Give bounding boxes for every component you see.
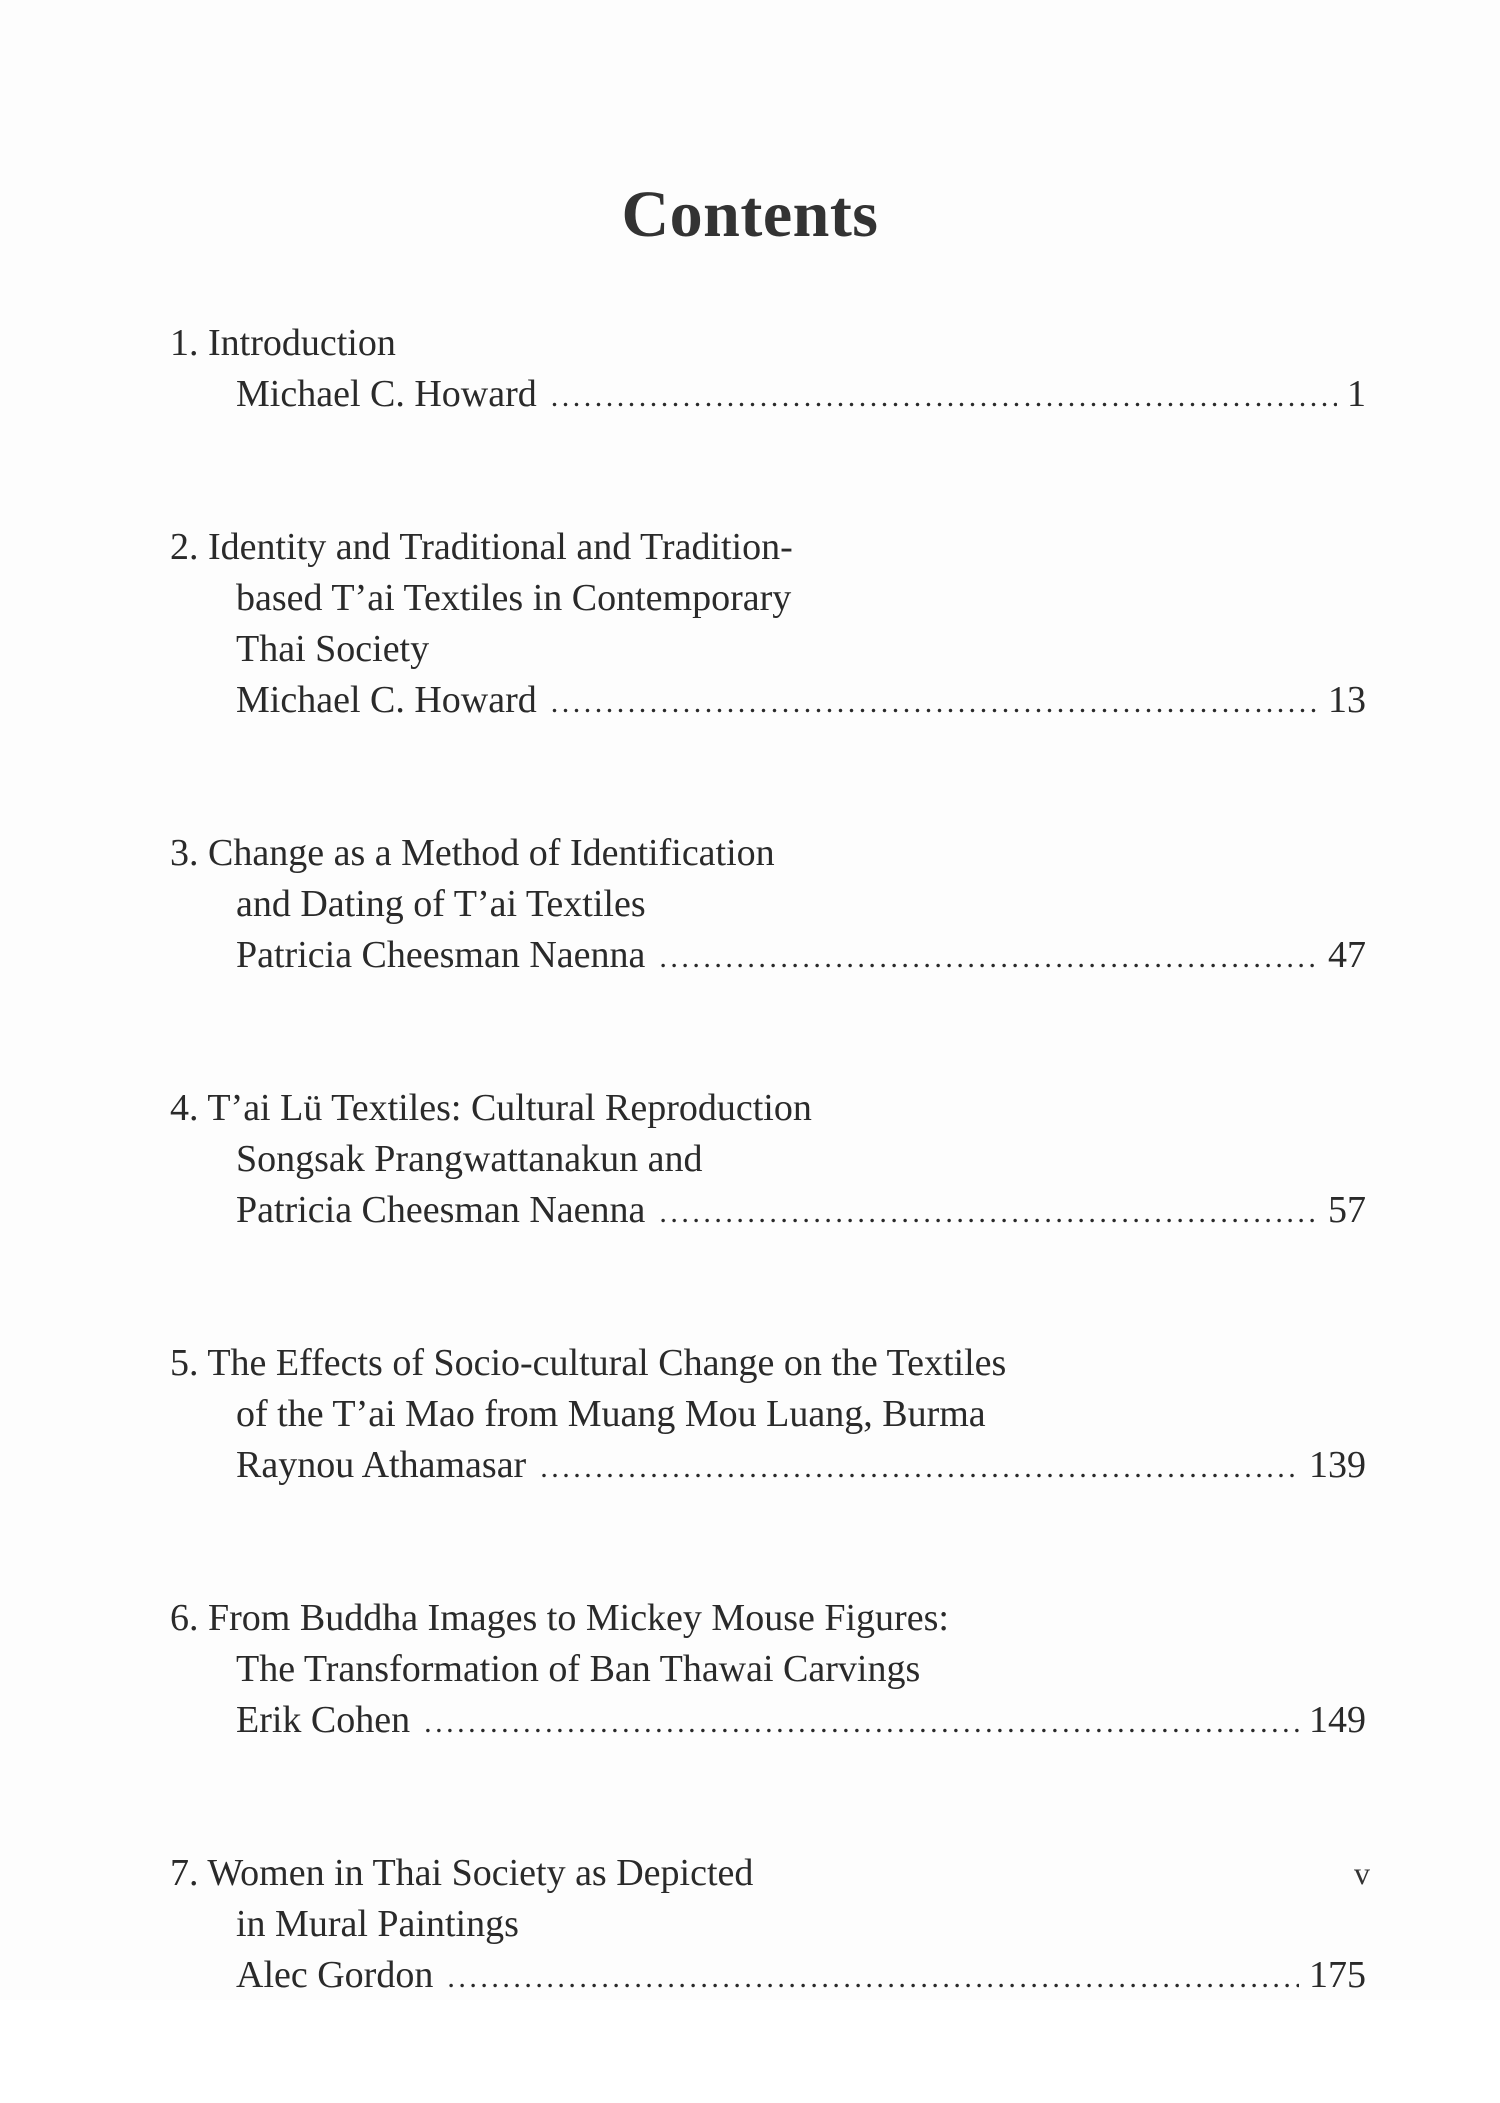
toc-entry-title-text: The Effects of Socio-cultural Change on the Textiles (207, 1342, 1007, 1384)
toc-entry-title-continuation: in Mural Paintings (236, 1903, 519, 1945)
page-folio: v (1354, 1855, 1370, 1891)
toc-entry (170, 318, 1366, 422)
toc-entry-page-number: 139 (1309, 1444, 1366, 1486)
table-of-contents (170, 318, 1366, 2103)
toc-entry-title-text: Identity and Traditional and Tradition- (208, 526, 793, 568)
toc-entry-title-text: Introduction (208, 322, 396, 364)
toc-entry-author-line (170, 1950, 1366, 2003)
toc-entry-number: 6. (170, 1597, 199, 1639)
toc-entry-title (170, 318, 1366, 369)
toc-entry-title (170, 1593, 1366, 1644)
toc-entry-author-line (170, 1695, 1366, 1748)
toc-entry-author: Raynou Athamasar (236, 1444, 527, 1486)
toc-entry-page-number: 1 (1347, 373, 1366, 415)
toc-entry-author: Michael C. Howard (236, 679, 537, 721)
toc-entry-title-text: T’ai Lü Textiles: Cultural Reproduction (207, 1087, 812, 1129)
toc-entry-number: 2. (170, 526, 199, 568)
dot-leader (447, 1952, 1299, 2003)
toc-entry (170, 828, 1366, 983)
toc-entry-title-continuation: Thai Society (236, 628, 430, 670)
toc-entry-title-continuation: and Dating of T’ai Textiles (236, 883, 646, 925)
toc-entry (170, 1338, 1366, 1493)
toc-entry-author: Patricia Cheesman Naenna (236, 934, 646, 976)
toc-entry-author-line (170, 930, 1366, 983)
dot-leader (551, 371, 1337, 422)
toc-entry-author: Michael C. Howard (236, 373, 537, 415)
toc-entry-number: 1. (170, 322, 199, 364)
toc-entry (170, 522, 1366, 728)
dot-leader (424, 1697, 1299, 1748)
toc-entry (170, 1848, 1366, 2003)
toc-entry-title-continuation: Songsak Prangwattanakun and (236, 1138, 703, 1180)
toc-entry-title (170, 1083, 1366, 1134)
toc-entry-title (170, 1338, 1366, 1389)
dot-leader (659, 932, 1318, 983)
toc-entry-author: Alec Gordon (236, 1954, 434, 1996)
toc-entry-title-text: From Buddha Images to Mickey Mouse Figures: (208, 1597, 949, 1639)
dot-leader (540, 1442, 1299, 1493)
dot-leader (551, 677, 1318, 728)
toc-entry-author-line (170, 369, 1366, 422)
toc-entry-page-number: 57 (1328, 1189, 1366, 1231)
toc-entry-page-number: 13 (1328, 679, 1366, 721)
toc-entry (170, 1593, 1366, 1748)
toc-entry-number: 7. (170, 1852, 199, 1894)
toc-entry-title (170, 1848, 1366, 1899)
toc-entry-title (170, 828, 1366, 879)
toc-entry-title-text: Women in Thai Society as Depicted (207, 1852, 754, 1894)
toc-entry-title-continuation: The Transformation of Ban Thawai Carvings (236, 1648, 921, 1690)
toc-entry-author: Patricia Cheesman Naenna (236, 1189, 646, 1231)
toc-entry-number: 5. (170, 1342, 199, 1384)
toc-entry-title-continuation: of the T’ai Mao from Muang Mou Luang, Burma (236, 1393, 986, 1435)
toc-entry-page-number: 175 (1309, 1954, 1366, 1996)
toc-entry-author-line (170, 1185, 1366, 1238)
toc-entry-title (170, 522, 1366, 573)
toc-entry-page-number: 47 (1328, 934, 1366, 976)
toc-entry-author-line (170, 1440, 1366, 1493)
toc-entry (170, 1083, 1366, 1238)
dot-leader (659, 1187, 1318, 1238)
toc-entry-author-line (170, 675, 1366, 728)
toc-entry-page-number: 149 (1309, 1699, 1366, 1741)
toc-entry-number: 3. (170, 832, 199, 874)
toc-entry-title-continuation: based T’ai Textiles in Contemporary (236, 577, 792, 619)
toc-entry-number: 4. (170, 1087, 199, 1129)
toc-entry-title-text: Change as a Method of Identification (208, 832, 775, 874)
page-title: Contents (621, 178, 879, 252)
toc-entry-author: Erik Cohen (236, 1699, 411, 1741)
